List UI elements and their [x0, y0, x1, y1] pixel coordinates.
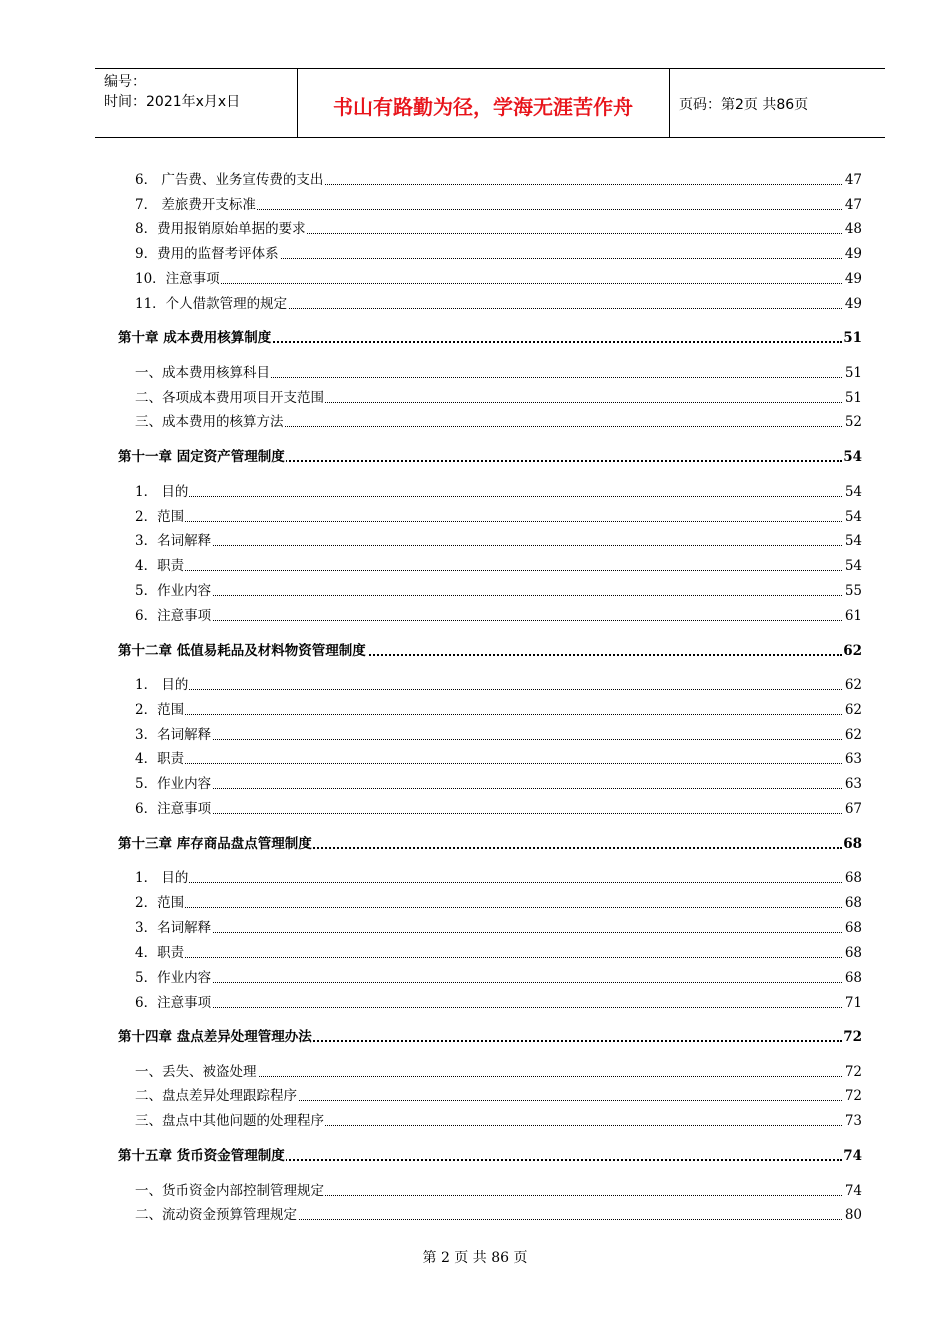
toc-leader-dots: [135, 545, 842, 546]
toc-leader-dots: [135, 788, 842, 789]
toc-entry-page: 71: [844, 995, 862, 1011]
toc-entry-page: 48: [844, 221, 862, 237]
toc-leader-dots: [135, 496, 842, 497]
toc-entry[interactable]: [0, 774, 950, 794]
toc-entry-title: 第十一章 固定资产管理制度: [118, 445, 286, 465]
toc-entry-page: 51: [844, 365, 862, 381]
toc-entry[interactable]: [0, 244, 950, 264]
toc-leader-dots: [135, 882, 842, 883]
toc-entry[interactable]: [0, 675, 950, 695]
toc-entry[interactable]: [0, 725, 950, 745]
toc-entry-page: 63: [844, 751, 862, 767]
toc-leader-dots: [135, 739, 842, 740]
document-time-label: 时间：2021年x月x日: [104, 94, 241, 110]
toc-entry[interactable]: [0, 1111, 950, 1131]
toc-entry-title: 5．作业内容: [135, 772, 212, 792]
toc-entry[interactable]: [0, 1181, 950, 1201]
toc-entry-title: 6．注意事项: [135, 604, 212, 624]
toc-entry-page: 80: [844, 1207, 862, 1223]
toc-leader-dots: [135, 813, 842, 814]
toc-entry[interactable]: [0, 195, 950, 215]
toc-entry[interactable]: [0, 170, 950, 190]
toc-entry[interactable]: [0, 1062, 950, 1082]
toc-entry-page: 62: [844, 702, 862, 718]
toc-entry-title: 3．名词解释: [135, 723, 212, 743]
toc-entry-title: 6． 广告费、业务宣传费的支出: [135, 168, 324, 188]
toc-entry-page: 55: [844, 583, 862, 599]
toc-leader-dots: [135, 521, 842, 522]
toc-entry-title: 5．作业内容: [135, 966, 212, 986]
toc-chapter-entry[interactable]: [0, 328, 950, 348]
toc-entry-page: 49: [844, 296, 862, 312]
toc-entry-page: 74: [844, 1183, 862, 1199]
toc-chapter-entry[interactable]: [0, 447, 950, 467]
toc-entry-title: 2．范围: [135, 505, 185, 525]
toc-entry-page: 72: [843, 1029, 862, 1045]
toc-entry-page: 73: [844, 1113, 862, 1129]
toc-entry-page: 54: [844, 533, 862, 549]
document-number-label: 编号：: [104, 74, 146, 90]
toc-entry-title: 三、盘点中其他问题的处理程序: [135, 1109, 325, 1129]
toc-entry-page: 51: [844, 390, 862, 406]
toc-chapter-entry[interactable]: [0, 834, 950, 854]
toc-chapter-entry[interactable]: [0, 641, 950, 661]
toc-leader-dots: [135, 283, 842, 284]
toc-entry-title: 8．费用报销原始单据的要求: [135, 217, 307, 237]
toc-entry-page: 54: [844, 484, 862, 500]
toc-entry-title: 第十三章 库存商品盘点管理制度: [118, 832, 313, 852]
toc-entry[interactable]: [0, 412, 950, 432]
toc-entry-title: 2．范围: [135, 698, 185, 718]
toc-entry-page: 54: [844, 509, 862, 525]
toc-entry[interactable]: [0, 294, 950, 314]
toc-entry-title: 1． 目的: [135, 480, 189, 500]
toc-leader-dots: [135, 932, 842, 933]
toc-entry-page: 62: [844, 727, 862, 743]
toc-entry-page: 62: [844, 677, 862, 693]
toc-entry-page: 74: [843, 1148, 862, 1164]
toc-leader-dots: [135, 982, 842, 983]
toc-entry[interactable]: [0, 219, 950, 239]
toc-leader-dots: [135, 763, 842, 764]
toc-entry-page: 63: [844, 776, 862, 792]
toc-entry[interactable]: [0, 893, 950, 913]
toc-entry[interactable]: [0, 482, 950, 502]
toc-entry-page: 68: [844, 920, 862, 936]
toc-entry[interactable]: [0, 269, 950, 289]
toc-entry-title: 第十四章 盘点差异处理管理办法: [118, 1025, 313, 1045]
page-footer: 第 2 页 共 86 页: [422, 1250, 528, 1266]
toc-entry-title: 9．费用的监督考评体系: [135, 242, 280, 262]
toc-entry-page: 47: [844, 197, 862, 213]
toc-entry-title: 第十章 成本费用核算制度: [118, 326, 272, 346]
toc-entry-page: 72: [844, 1088, 862, 1104]
toc-entry-page: 68: [843, 836, 862, 852]
toc-entry[interactable]: [0, 531, 950, 551]
toc-entry-title: 一、成本费用核算科目: [135, 361, 271, 381]
toc-entry-title: 4．职责: [135, 554, 185, 574]
header-motto: 书山有路勤为径，学海无涯苦作舟: [333, 95, 633, 119]
toc-entry-title: 二、盘点差异处理跟踪程序: [135, 1084, 298, 1104]
toc-entry-title: 6．注意事项: [135, 991, 212, 1011]
toc-entry-title: 2．范围: [135, 891, 185, 911]
toc-entry[interactable]: [0, 388, 950, 408]
toc-entry-title: 4．职责: [135, 747, 185, 767]
toc-leader-dots: [135, 595, 842, 596]
toc-entry[interactable]: [0, 363, 950, 383]
toc-entry[interactable]: [0, 918, 950, 938]
toc-entry-title: 10．注意事项: [135, 267, 221, 287]
toc-entry-title: 7． 差旅费开支标准: [135, 193, 257, 213]
toc-entry-title: 3．名词解释: [135, 916, 212, 936]
toc-chapter-entry[interactable]: [0, 1146, 950, 1166]
toc-entry-page: 54: [844, 558, 862, 574]
toc-entry[interactable]: [0, 993, 950, 1013]
toc-entry-title: 11．个人借款管理的规定: [135, 292, 288, 312]
toc-entry-title: 一、丢失、被盗处理: [135, 1060, 258, 1080]
toc-entry[interactable]: [0, 700, 950, 720]
header-page-info: 页码：第2页 共86页: [679, 97, 809, 113]
toc-entry[interactable]: [0, 749, 950, 769]
toc-entry[interactable]: [0, 968, 950, 988]
toc-entry-page: 49: [844, 271, 862, 287]
toc-entry-title: 三、成本费用的核算方法: [135, 410, 285, 430]
toc-entry-page: 52: [844, 414, 862, 430]
toc-entry-title: 5．作业内容: [135, 579, 212, 599]
toc-entry-title: 二、流动资金预算管理规定: [135, 1203, 298, 1223]
toc-entry-page: 68: [844, 870, 862, 886]
toc-entry-title: 第十五章 货币资金管理制度: [118, 1144, 286, 1164]
toc-leader-dots: [135, 957, 842, 958]
toc-entry[interactable]: [0, 556, 950, 576]
toc-leader-dots: [135, 570, 842, 571]
toc-entry-title: 第十二章 低值易耗品及材料物资管理制度: [118, 639, 367, 659]
toc-entry[interactable]: [0, 868, 950, 888]
toc-entry[interactable]: [0, 1086, 950, 1106]
toc-entry-page: 49: [844, 246, 862, 262]
toc-leader-dots: [135, 689, 842, 690]
toc-entry-title: 4．职责: [135, 941, 185, 961]
toc-entry-title: 二、各项成本费用项目开支范围: [135, 386, 325, 406]
toc-entry-title: 一、货币资金内部控制管理规定: [135, 1179, 325, 1199]
toc-entry-title: 3．名词解释: [135, 529, 212, 549]
toc-entry-page: 68: [844, 895, 862, 911]
toc-entry-title: 1． 目的: [135, 866, 189, 886]
toc-entry-page: 68: [844, 970, 862, 986]
toc-leader-dots: [135, 907, 842, 908]
toc-entry-page: 62: [843, 643, 862, 659]
toc-entry-page: 47: [844, 172, 862, 188]
toc-entry-page: 61: [844, 608, 862, 624]
toc-entry[interactable]: [0, 1205, 950, 1225]
toc-entry[interactable]: [0, 606, 950, 626]
toc-entry-page: 68: [844, 945, 862, 961]
toc-leader-dots: [135, 620, 842, 621]
toc-leader-dots: [135, 714, 842, 715]
toc-leader-dots: [135, 1007, 842, 1008]
toc-entry-title: 1． 目的: [135, 673, 189, 693]
toc-entry-title: 6．注意事项: [135, 797, 212, 817]
toc-entry[interactable]: [0, 943, 950, 963]
toc-entry-page: 67: [844, 801, 862, 817]
toc-entry-page: 72: [844, 1064, 862, 1080]
toc-entry[interactable]: [0, 581, 950, 601]
toc-entry[interactable]: [0, 507, 950, 527]
toc-chapter-entry[interactable]: [0, 1027, 950, 1047]
toc-entry-page: 54: [843, 449, 862, 465]
toc-entry-page: 51: [843, 330, 862, 346]
toc-entry[interactable]: [0, 799, 950, 819]
